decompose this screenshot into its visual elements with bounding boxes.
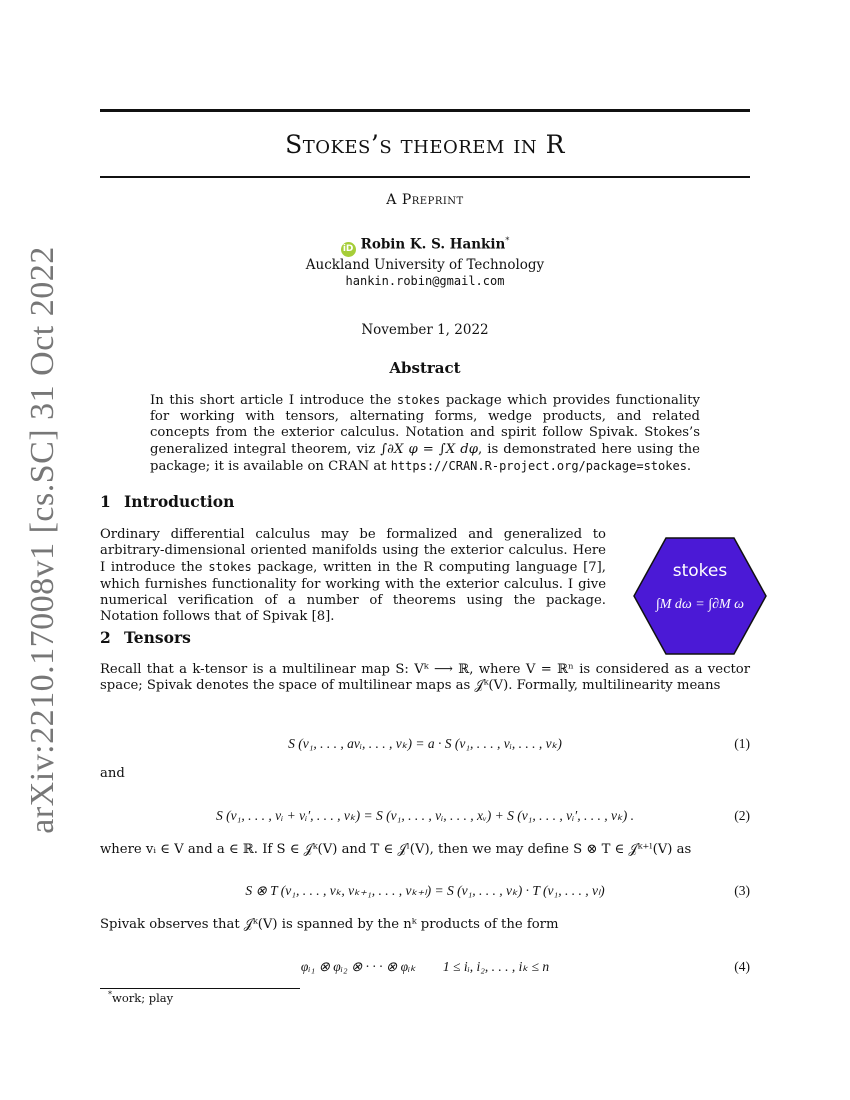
hexagon-icon — [633, 537, 767, 655]
section-heading-tensors — [100, 628, 191, 647]
stokes-formula: ∫∂X φ = ∫X dφ — [380, 441, 478, 457]
abstract-text — [150, 392, 700, 475]
paper-date: November 1, 2022 — [361, 322, 489, 338]
equation-3 — [100, 883, 750, 901]
author-name: Robin K. S. Hankin — [360, 236, 506, 253]
title-bottom-rule — [100, 176, 750, 178]
equation-1 — [100, 736, 750, 754]
abstract-part: package which provides functionality for working with tensors, alternating forms, wedge products, and related concepts from the exterior calculus. Notation and spirit follow Spivak. Stokes’s generalized integral theorem, viz — [150, 393, 701, 457]
author-footnote-mark: * — [505, 236, 510, 245]
stokes-logo — [633, 537, 767, 655]
preprint-label: A Preprint — [386, 192, 464, 208]
author-block — [100, 233, 750, 289]
equation-2 — [100, 808, 750, 826]
section-number: 2 — [100, 628, 111, 647]
equation-formula: S ⊗ T (v₁, . . . , vₖ, vₖ₊₁, . . . , vₖ₊ₗ) = S (v₁, . . . , vₖ) · T (v₁, . . . , vₗ) — [245, 883, 605, 898]
equation-formula: S (v₁, . . . , avᵢ, . . . , vₖ) = a · S (v₁, . . . , vᵢ, . . . , vₖ) — [288, 736, 562, 751]
footnote — [108, 990, 173, 1005]
equation-number: (4) — [734, 959, 750, 974]
abstract-heading: Abstract — [389, 359, 461, 377]
paragraph-part: Ordinary differential calculus may be formalized and generalized to arbitrary-dimensional oriented manifolds using the exterior calculus. Here I introduce the — [100, 527, 606, 576]
footnote-mark: * — [108, 990, 112, 999]
tensors-paragraph-3: Spivak observes that 𝒥ᵏ(V) is spanned by the nᵏ products of the form — [100, 917, 559, 932]
arxiv-identifier: arXiv:2210.17008v1 [cs.SC] 31 Oct 2022 — [24, 246, 61, 834]
logo-formula: ∫M dω = ∫∂M ω — [655, 597, 745, 612]
abstract-part: . — [686, 458, 692, 474]
abstract-part: , is demonstrated here using the package; it is available on CRAN at — [150, 441, 700, 474]
logo-label: stokes — [672, 561, 728, 581]
title-top-rule — [100, 109, 750, 112]
and-text: and — [100, 766, 125, 781]
package-name: stokes — [396, 393, 441, 407]
tensors-paragraph-1: Recall that a k-tensor is a multilinear map S: Vᵏ ⟶ ℝ, where V = ℝⁿ is considered as a vector space; Spivak denotes the space of multilinear maps as 𝒥ᵏ(V). Formally, multilinearity means — [100, 662, 750, 694]
section-number: 1 — [100, 492, 111, 511]
package-name: stokes — [208, 560, 252, 575]
equation-number: (3) — [734, 883, 750, 898]
equation-number: (2) — [734, 808, 750, 823]
equation-4 — [100, 959, 750, 977]
introduction-paragraph — [100, 527, 606, 625]
section-title: Introduction — [124, 492, 235, 511]
equation-formula: S (v₁, . . . , vᵢ + vᵢ′, . . . , vₖ) = S (v₁, . . . , vᵢ, . . . , xᵥ) + S (v₁, . . . , vᵢ′, . . . , vₖ) . — [216, 808, 634, 823]
author-email[interactable]: hankin.robin@gmail.com — [345, 273, 505, 288]
cran-link[interactable]: https://CRAN.R-project.org/package=stokes — [390, 458, 687, 473]
equation-number: (1) — [734, 736, 750, 751]
paper-title: Stokes’s theorem in R — [285, 130, 565, 159]
footnote-rule — [100, 988, 300, 989]
tensors-paragraph-2: where vᵢ ∈ V and a ∈ ℝ. If S ∈ 𝒥ᵏ(V) and T ∈ 𝒥ˡ(V), then we may define S ⊗ T ∈ 𝒥ᵏ⁺ˡ(V) as — [100, 842, 692, 857]
section-heading-introduction — [100, 492, 234, 511]
paragraph-part: package, written in the R computing language [7], which furnishes functionality for working with the exterior calculus. I give numerical verification of a number of theorems using the package. Notation follows that of Spivak [8]. — [100, 560, 607, 625]
author-affiliation: Auckland University of Technology — [305, 256, 545, 273]
section-title: Tensors — [124, 628, 191, 647]
abstract-part: In this short article I introduce the — [150, 393, 397, 408]
footnote-text: work; play — [112, 990, 174, 1005]
equation-formula: φᵢ₁ ⊗ φᵢ₂ ⊗ · · · ⊗ φᵢₖ 1 ≤ iᵢ, i₂, . . . , iₖ ≤ n — [300, 959, 550, 974]
orcid-icon[interactable]: iD — [341, 242, 356, 257]
